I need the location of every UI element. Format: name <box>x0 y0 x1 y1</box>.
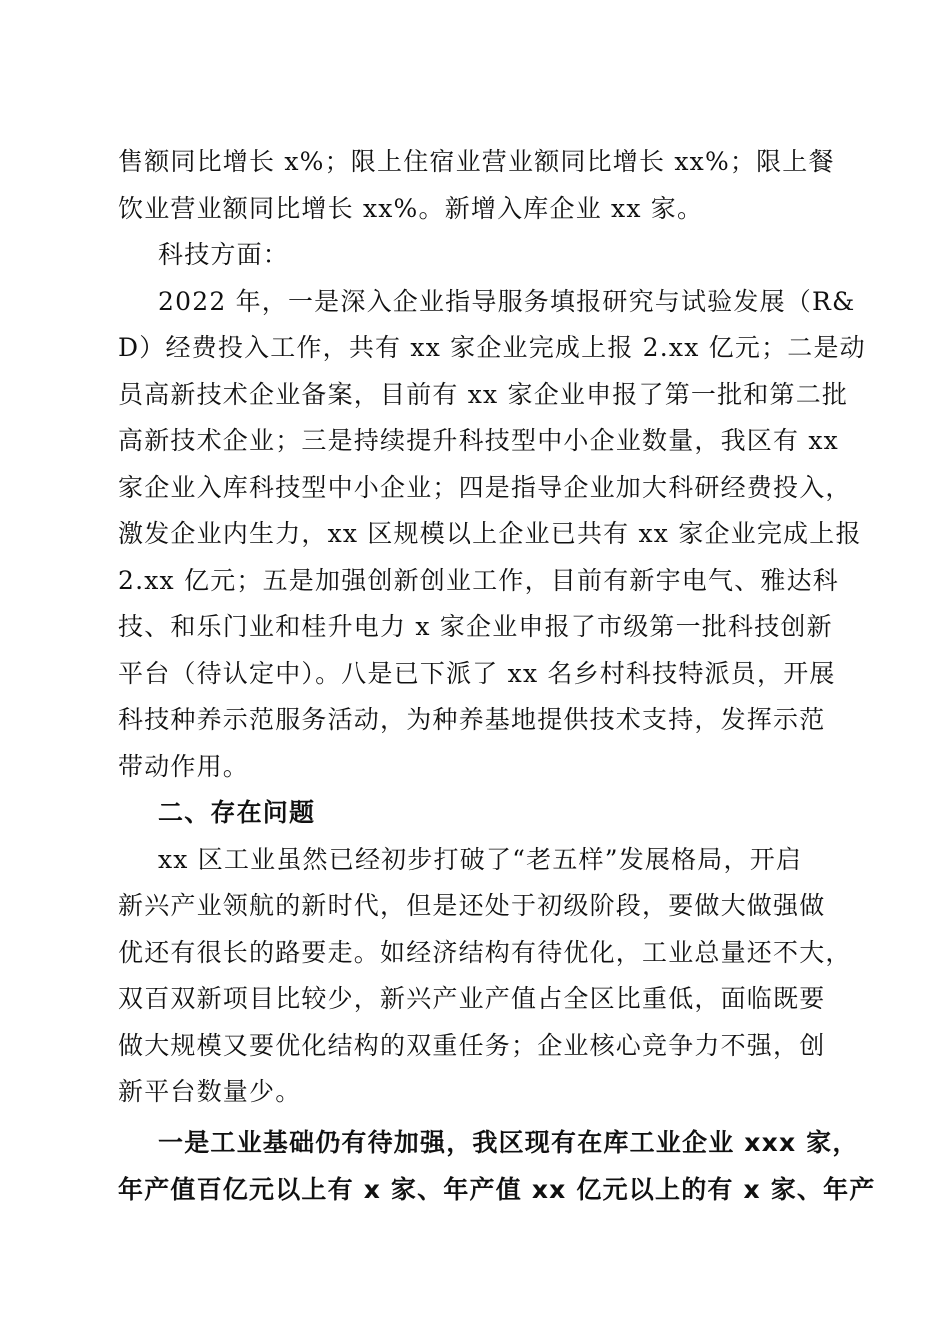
tech-paragraph-line: 高新技术企业；三是持续提升科技型中小企业数量，我区有 xx <box>118 426 839 455</box>
point-paragraph-line: 一是工业基础仍有待加强，我区现有在库工业企业 xxx 家， <box>158 1128 859 1157</box>
sales-paragraph-line: 饮业营业额同比增长 xx%。新增入库企业 xx 家。 <box>118 194 704 223</box>
tech-paragraph-line: 平台（待认定中）。八是已下派了 xx 名乡村科技特派员，开展 <box>118 659 836 688</box>
tech-paragraph-line: 2.xx 亿元；五是加强创新创业工作，目前有新宇电气、雅达科 <box>118 566 839 595</box>
problem-paragraph-line: 新兴产业领航的新时代，但是还处于初级阶段，要做大做强做 <box>118 891 826 920</box>
tech-paragraph-line: 激发企业内生力，xx 区规模以上企业已共有 xx 家企业完成上报 <box>118 519 862 548</box>
problem-paragraph-line: 双百双新项目比较少，新兴产业产值占全区比重低，面临既要 <box>118 984 826 1013</box>
tech-paragraph-line: 员高新技术企业备案，目前有 xx 家企业申报了第一批和第二批 <box>118 380 849 409</box>
tech-paragraph-line: 技、和乐门业和桂升电力 x 家企业申报了市级第一批科技创新 <box>118 612 833 641</box>
tech-paragraph-line: 带动作用。 <box>118 752 250 781</box>
sales-paragraph-line: 售额同比增长 x%；限上住宿业营业额同比增长 xx%；限上餐 <box>118 147 835 176</box>
problem-paragraph-line: 新平台数量少。 <box>118 1077 302 1106</box>
problem-paragraph-line: 做大规模又要优化结构的双重任务；企业核心竞争力不强，创 <box>118 1031 826 1060</box>
problem-paragraph-line: 优还有很长的路要走。如经济结构有待优化，工业总量还不大， <box>118 938 852 967</box>
problem-paragraph-line: xx 区工业虽然已经初步打破了“老五样”发展格局，开启 <box>158 845 803 874</box>
tech-paragraph-line: 家企业入库科技型中小企业；四是指导企业加大科研经费投入， <box>118 473 852 502</box>
tech-paragraph-line: 2022 年，一是深入企业指导服务填报研究与试验发展（R& <box>158 287 856 316</box>
tech-section-label: 科技方面： <box>158 240 290 269</box>
point-paragraph-line: 年产值百亿元以上有 x 家、年产值 xx 亿元以上的有 x 家、年产 <box>118 1175 876 1204</box>
tech-paragraph-line: 科技种养示范服务活动，为种养基地提供技术支持，发挥示范 <box>118 705 826 734</box>
section-heading: 二、存在问题 <box>158 798 316 827</box>
tech-paragraph-line: D）经费投入工作，共有 xx 家企业完成上报 2.xx 亿元；二是动 <box>118 333 866 362</box>
